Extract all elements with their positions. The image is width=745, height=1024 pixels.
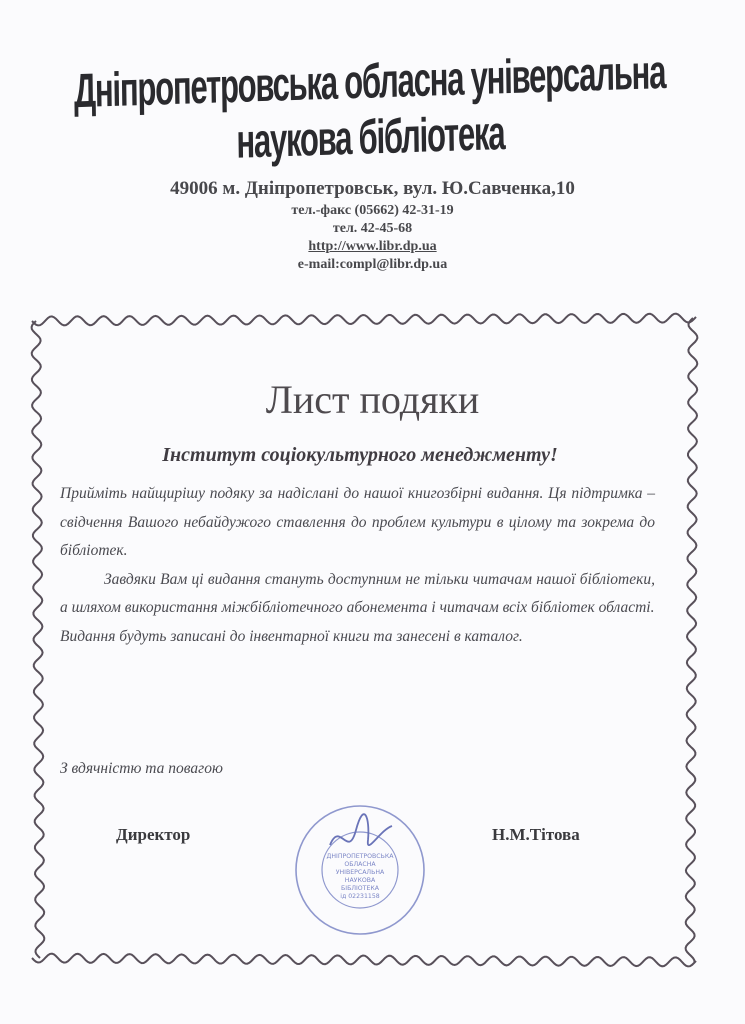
address: 49006 м. Дніпропетровськ, вул. Ю.Савченка,10 [170, 178, 575, 199]
signatory-name: Н.М.Тітова [492, 825, 580, 844]
stamp-line-2: ОБЛАСНА [344, 861, 376, 868]
signatory-role: Директор [116, 825, 191, 844]
phone-fax: тел.-факс (05662) 42-31-19 [291, 203, 454, 218]
organization-name: Дніпропетровська обласна універсальна наукова бібліотека [73, 44, 666, 169]
library-stamp [290, 800, 430, 940]
phone: тел. 42-45-68 [332, 221, 413, 236]
paragraph-3: Видання будуть записані до інвентарної книги та занесені в каталог. [60, 627, 523, 645]
stamp-line-1: ДНІПРОПЕТРОВСЬКА [326, 853, 394, 860]
closing-phrase: З вдячністю та повагою [60, 760, 223, 777]
addressee: Інститут соціокультурного менеджменту! [162, 444, 558, 466]
email: e-mail:compl@libr.dp.ua [297, 257, 448, 272]
signature-scribble [330, 814, 392, 845]
stamp-line-4: НАУКОВА [344, 877, 376, 884]
stamp-line-5: БІБЛІОТЕКА [341, 885, 379, 892]
letter-body [60, 480, 655, 651]
border-top [32, 314, 696, 326]
letter-title: Лист подяки [265, 377, 480, 422]
paragraph-2: Завдяки Вам ці видання стануть доступним не тільки читачам нашої бібліотеки, а шляхом використання міжбібліотечного абонемента і читачам всіх бібліотек області. [60, 570, 655, 616]
border-bottom [32, 954, 696, 967]
website-link[interactable]: http://www.libr.dp.ua [308, 239, 437, 254]
stamp-line-3: УНІВЕРСАЛЬНА [335, 869, 385, 876]
stamp-line-6: ід 02231158 [340, 893, 380, 900]
paragraph-1: Прийміть найщирішу подяку за надіслані до нашої книгозбірні видання. Ця підтримка – свідчення Вашого небайдужого ставлення до проблем культури в цілому та зокрема до бібліотек. [60, 485, 655, 559]
